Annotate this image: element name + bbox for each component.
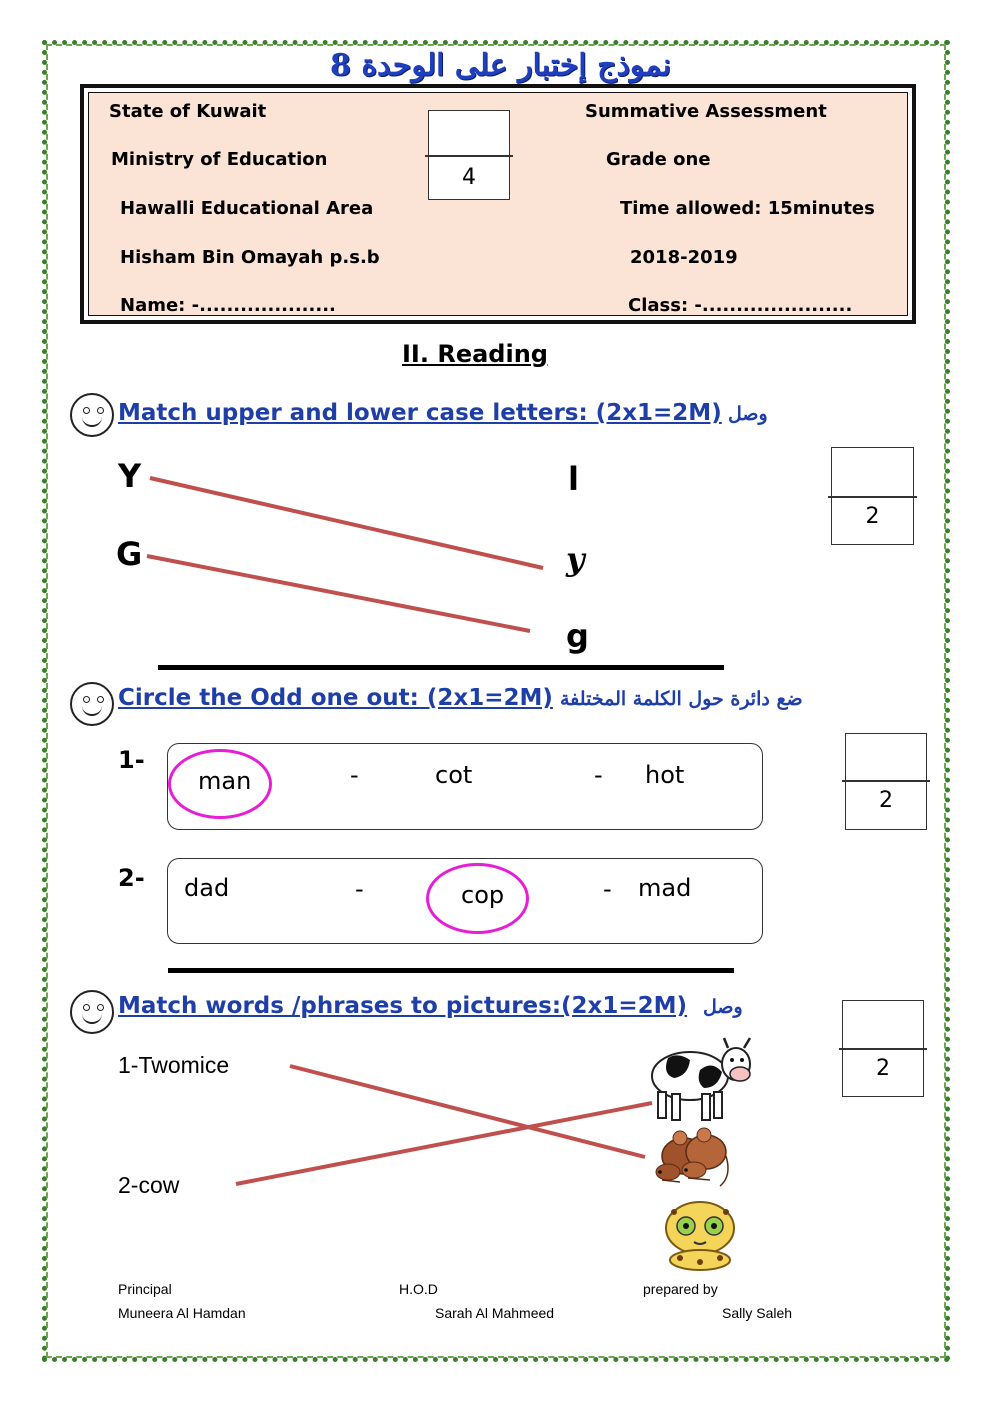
footer-name-hod: Sarah Al Mahmeed: [435, 1305, 555, 1321]
header-assessment: Summative Assessment: [585, 101, 827, 122]
q2-row1-word3: hot: [645, 761, 685, 789]
match-line: [290, 1066, 645, 1157]
footer-name-prepared: Sally Saleh: [722, 1305, 793, 1321]
match-line: [147, 556, 530, 631]
q1-score: 2: [865, 504, 880, 529]
footer-name-principal: Muneera Al Hamdan: [118, 1305, 246, 1321]
q2-row1-number: 1-: [118, 746, 145, 774]
letter-upper-y: Y: [118, 457, 142, 495]
q2-row2-sep1: -: [355, 875, 364, 903]
q3-item1: 1-Twomice: [118, 1052, 230, 1078]
match-line: [150, 478, 543, 568]
q2-title: Circle the Odd one out: (2x1=2M): [118, 685, 553, 711]
letter-lower-g: g: [566, 617, 589, 655]
letter-lower-l: l: [568, 460, 579, 498]
q3-score: 2: [876, 1056, 890, 1081]
header-school: Hisham Bin Omayah p.s.b: [120, 247, 380, 268]
total-score: 4: [462, 165, 476, 190]
arabic-title: نموذج إختبار على الوحدة 8: [330, 48, 672, 83]
letter-lower-y: y: [566, 540, 585, 578]
q2-row1-word2: cot: [435, 761, 473, 789]
footer-role-prepared: prepared by: [643, 1281, 718, 1297]
header-ministry: Ministry of Education: [111, 149, 328, 170]
header-state: State of Kuwait: [109, 101, 267, 122]
header-class-field: Class: -......................: [628, 295, 853, 316]
header-year: 2018-2019: [630, 247, 738, 268]
q1-arabic: وصل: [728, 403, 768, 425]
q3-item2: 2-cow: [118, 1172, 180, 1198]
q3-arabic: وصل: [703, 996, 743, 1018]
footer-role-hod: H.O.D: [399, 1281, 438, 1297]
header-time: Time allowed: 15minutes: [620, 198, 875, 219]
section-title: II. Reading: [402, 340, 548, 368]
q3-title: Match words /phrases to pictures:(2x1=2M): [118, 993, 688, 1019]
q2-score: 2: [879, 788, 893, 813]
q2-row2-sep2: -: [603, 875, 612, 903]
q1-title: Match upper and lower case letters: (2x1=2M): [118, 400, 722, 426]
footer-role-principal: Principal: [118, 1281, 172, 1297]
header-grade: Grade one: [606, 149, 711, 170]
q2-arabic: ضع دائرة حول الكلمة المختلفة: [560, 688, 803, 710]
q2-row2-word1: dad: [184, 874, 230, 902]
q2-row2-word2: cop: [461, 881, 505, 909]
header-area: Hawalli Educational Area: [120, 198, 374, 219]
q2-row1-word1: man: [198, 767, 252, 795]
header-name-field: Name: -....................: [120, 295, 336, 316]
q2-row1-sep2: -: [594, 761, 603, 789]
letter-upper-g: G: [116, 535, 143, 573]
q2-row2-number: 2-: [118, 864, 145, 892]
q2-row2-word3: mad: [638, 874, 692, 902]
q2-row1-sep1: -: [350, 761, 359, 789]
